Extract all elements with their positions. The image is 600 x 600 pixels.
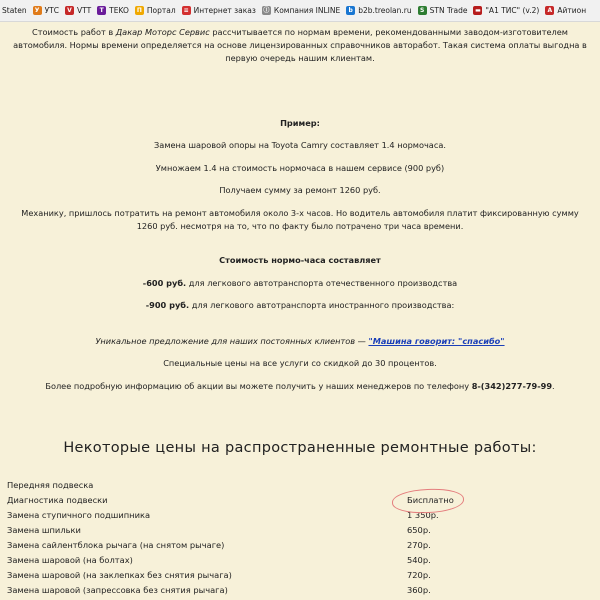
bookmark-icon: b bbox=[346, 6, 355, 15]
bookmark-item[interactable] bbox=[65, 6, 91, 15]
bookmark-icon: У bbox=[33, 6, 42, 15]
bookmark-item[interactable] bbox=[262, 6, 340, 15]
bookmark-item[interactable] bbox=[135, 6, 176, 15]
intro-paragraph bbox=[4, 26, 596, 65]
offer-link[interactable]: "Машина говорит: "спасибо" bbox=[368, 336, 505, 346]
bookmark-label: Портал bbox=[146, 6, 176, 15]
norm-hour-heading: Стоимость нормо-часа составляет bbox=[219, 255, 381, 265]
bookmark-label: TEKO bbox=[109, 6, 129, 15]
price-table bbox=[7, 478, 597, 598]
price-row bbox=[7, 583, 597, 598]
bookmark-icon: V bbox=[65, 6, 74, 15]
bookmark-item[interactable] bbox=[346, 6, 411, 15]
service-price: 720р. bbox=[407, 570, 431, 580]
price-row bbox=[7, 508, 597, 523]
service-name: Замена шаровой (запрессовка без снятия рычага) bbox=[7, 585, 228, 595]
service-price: Бисплатно bbox=[407, 495, 454, 505]
bookmark-item[interactable] bbox=[182, 6, 256, 15]
company-name: Дакар Моторс Сервис bbox=[115, 27, 210, 37]
bookmark-item[interactable] bbox=[473, 6, 539, 15]
service-name: Замена шаровой (на заклепках без снятия рычага) bbox=[7, 570, 232, 580]
intro-pre: Стоимость работ в bbox=[32, 27, 116, 37]
intro-post: рассчитывается по нормам времени, рекомендованными заводом-изготовителем автомобиля. Нормы времени определяется на основе лицензированных справочников авторабот. Такая система оплаты выгодна в первую очередь нашим клиентам. bbox=[13, 27, 587, 63]
price-row bbox=[7, 478, 597, 493]
service-price: 270р. bbox=[407, 540, 431, 550]
bookmark-icon: S bbox=[418, 6, 427, 15]
service-price: 650р. bbox=[407, 525, 431, 535]
price-row bbox=[7, 538, 597, 553]
bookmarks-bar bbox=[0, 0, 600, 22]
bookmark-item[interactable] bbox=[33, 6, 59, 15]
domestic-price: -600 руб. bbox=[142, 278, 187, 288]
price-row bbox=[7, 568, 597, 583]
phone-number: 8-(342)277-79-99 bbox=[471, 381, 553, 391]
norm-hour-foreign bbox=[0, 299, 600, 312]
foreign-price: -900 руб. bbox=[145, 300, 190, 310]
service-price: 1 350р. bbox=[407, 510, 439, 520]
bookmark-icon: ▬ bbox=[475, 7, 481, 14]
service-price: 540р. bbox=[407, 555, 431, 565]
example-heading: Пример: bbox=[280, 118, 320, 128]
discount-line: Специальные цены на все услуги со скидкой до 30 процентов. bbox=[163, 358, 437, 368]
price-row bbox=[7, 493, 597, 508]
bookmark-label: Staten bbox=[2, 6, 27, 15]
service-name: Передняя подвеска bbox=[7, 480, 94, 490]
example-line-2: Умножаем 1.4 на стоимость нормочаса в нашем сервисе (900 руб) bbox=[155, 163, 445, 173]
service-name: Замена шпильки bbox=[7, 525, 81, 535]
bookmark-label: УТС bbox=[44, 6, 59, 15]
service-name: Замена ступичного подшипника bbox=[7, 510, 151, 520]
service-price: 360р. bbox=[407, 585, 431, 595]
prices-title: Некоторые цены на распространенные ремонтные работы: bbox=[63, 440, 537, 456]
bookmark-label: "А1 ТИС" (v.2) bbox=[485, 6, 540, 15]
bookmark-label: b2b.treolan.ru bbox=[358, 6, 412, 15]
bookmark-icon: П bbox=[136, 7, 142, 14]
bookmark-icon: Ⓘ bbox=[263, 7, 270, 14]
domestic-text: для легкового автотранспорта отечественного производства bbox=[186, 278, 458, 288]
offer-text: Уникальное предложение для наших постоянных клиентов — bbox=[95, 336, 369, 346]
offer-line bbox=[0, 335, 600, 348]
bookmark-label: Компания INLINE bbox=[273, 6, 341, 15]
service-name: Замена сайлентблока рычага (на снятом рычаге) bbox=[7, 540, 225, 550]
contact-text: Более подробную информацию об акции вы можете получить у наших менеджеров по телефону bbox=[45, 381, 472, 391]
phone-end: . bbox=[552, 381, 555, 391]
bookmark-icon: ≡ bbox=[183, 7, 189, 14]
bookmark-item[interactable] bbox=[418, 6, 468, 15]
bookmark-label: VTT bbox=[77, 6, 92, 15]
example-line-3: Получаем сумму за ремонт 1260 руб. bbox=[219, 185, 381, 195]
example-line-4: Механику, пришлось потратить на ремонт автомобиля около 3-х часов. Но водитель автомобиля платит фиксированную сумму 1260 руб. несмотря на то, что по факту было потрачено три часа времени. bbox=[21, 208, 579, 231]
bookmark-label: Интернет заказ bbox=[193, 6, 256, 15]
service-name: Диагностика подвески bbox=[7, 495, 108, 505]
norm-hour-domestic bbox=[0, 277, 600, 290]
example-line-1: Замена шаровой опоры на Toyota Camry составляет 1.4 нормочаса. bbox=[154, 140, 446, 150]
bookmark-item[interactable] bbox=[545, 6, 586, 15]
foreign-text: для легкового автотранспорта иностранного производства: bbox=[189, 300, 455, 310]
bookmark-icon: А bbox=[545, 6, 554, 15]
price-row bbox=[7, 553, 597, 568]
bookmark-item[interactable] bbox=[97, 6, 129, 15]
bookmark-label: STN Trade bbox=[429, 6, 468, 15]
service-name: Замена шаровой (на болтах) bbox=[7, 555, 133, 565]
contact-line bbox=[0, 380, 600, 393]
bookmark-icon: T bbox=[97, 6, 106, 15]
price-row bbox=[7, 523, 597, 538]
bookmark-label: Айтион bbox=[557, 6, 587, 15]
bookmark-item[interactable] bbox=[2, 6, 27, 15]
